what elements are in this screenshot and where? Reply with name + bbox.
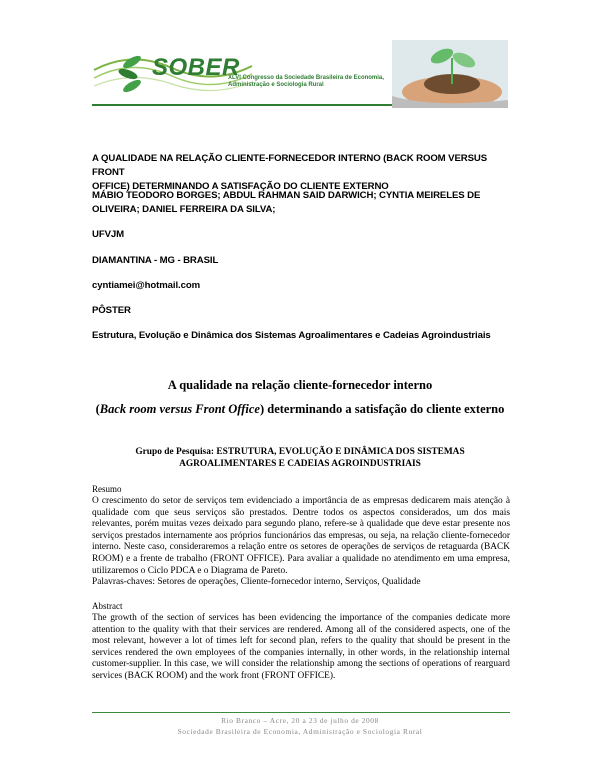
authors xyxy=(92,189,522,217)
email: cyntiamei@hotmail.com xyxy=(92,280,201,291)
paper-title-line-1: A qualidade na relação cliente-fornecedor interno xyxy=(167,378,433,392)
footer-line-2: Sociedade Brasileira de Economia, Administração e Sociologia Rural xyxy=(177,727,423,736)
title-italic: Back room versus Front Office xyxy=(99,402,260,416)
abstract-heading: Abstract xyxy=(92,601,123,611)
institution: UFVJM xyxy=(92,229,125,240)
authors-line-2: OLIVEIRA; DANIEL FERREIRA DA SILVA; xyxy=(92,204,276,215)
paper-title-line-2 xyxy=(0,402,600,417)
authors-line-1: MÁBIO TEODORO BORGES; ABDUL RAHMAN SAID DARWICH; CYNTIA MEIRELES DE xyxy=(92,190,481,201)
footer-line-1: Rio Branco – Acre, 20 a 23 de julho de 2008 xyxy=(221,716,379,725)
footer-divider xyxy=(92,712,510,713)
resumo-text: O crescimento do setor de serviços tem evidenciado a importância de as empresas dedicarem mais atenção à qualidade com que seus serviços são prestados. Dentre todos os aspectos considerados, um dos mais relevantes, porém muitas vezes deixado para segundo plano, refere-se à qualidade que deve estar presente nos serviços prestados internamente aos próprios funcionários das empresas, ou seja, na relação cliente-fornecedor interno. Neste caso, consideraremos a relação entre os setores de operações de serviços de retaguarda (BACK ROOM) e a frente de trabalho (FRONT OFFICE). Para avaliar a qualidade no atendimento em uma empresa, utilizaremos o Ciclo PDCA e o Diagrama de Pareto. xyxy=(92,496,510,576)
congress-name xyxy=(228,75,398,89)
logo-text: SOBER xyxy=(152,54,240,81)
title-caps xyxy=(92,152,522,194)
research-group-text-1: ESTRUTURA, EVOLUÇÃO E DINÂMICA DOS SISTEMAS xyxy=(216,447,465,457)
title-caps-line-2: OFFICE) DETERMINANDO A SATISFAÇÃO DO CLIENTE EXTERNO xyxy=(92,181,389,192)
resumo-keywords: Palavras-chaves: Setores de operações, Cliente-fornecedor interno, Serviços, Qualidade xyxy=(92,577,421,587)
location: DIAMANTINA - MG - BRASIL xyxy=(92,255,219,266)
title-paren: ( xyxy=(95,402,100,416)
header-banner xyxy=(92,40,508,108)
resumo-heading: Resumo xyxy=(92,484,122,494)
abstract-text: The growth of the section of services has been evidencing the importance of the companies dedicate more attention to the quality with that their services are rendered. Among all of the considered aspects, one of the most relevant, however a lot of times left for second plan, refers to the quality that should be present in the services rendered the own employees of the companies internally, in other words, in the relationship internal customer-supplier. In this case, we will consider the relationship among the sections of operations of rearguard services (BACK ROOM) and the work front (FRONT OFFICE). xyxy=(92,613,510,681)
theme: Estrutura, Evolução e Dinâmica dos Sistemas Agroalimentares e Cadeias Agroindustriais xyxy=(92,330,491,341)
research-group-label: Grupo de Pesquisa: xyxy=(135,447,215,457)
hands-plant-icon xyxy=(392,40,508,108)
presentation-type: PÔSTER xyxy=(92,305,131,316)
title-rest: ) determinando a satisfação do cliente externo xyxy=(259,402,505,416)
congress-line-1: XLVI Congresso da Sociedade Brasileira de Economia, xyxy=(228,75,384,81)
research-group-line-2: AGROALIMENTARES E CADEIAS AGROINDUSTRIAIS xyxy=(179,459,421,469)
research-group xyxy=(110,446,490,470)
title-caps-line-1: A QUALIDADE NA RELAÇÃO CLIENTE-FORNECEDOR INTERNO (BACK ROOM VERSUS FRONT xyxy=(92,153,487,178)
research-group-line-1 xyxy=(110,446,490,458)
congress-line-2: Administração e Sociologia Rural xyxy=(228,82,324,88)
